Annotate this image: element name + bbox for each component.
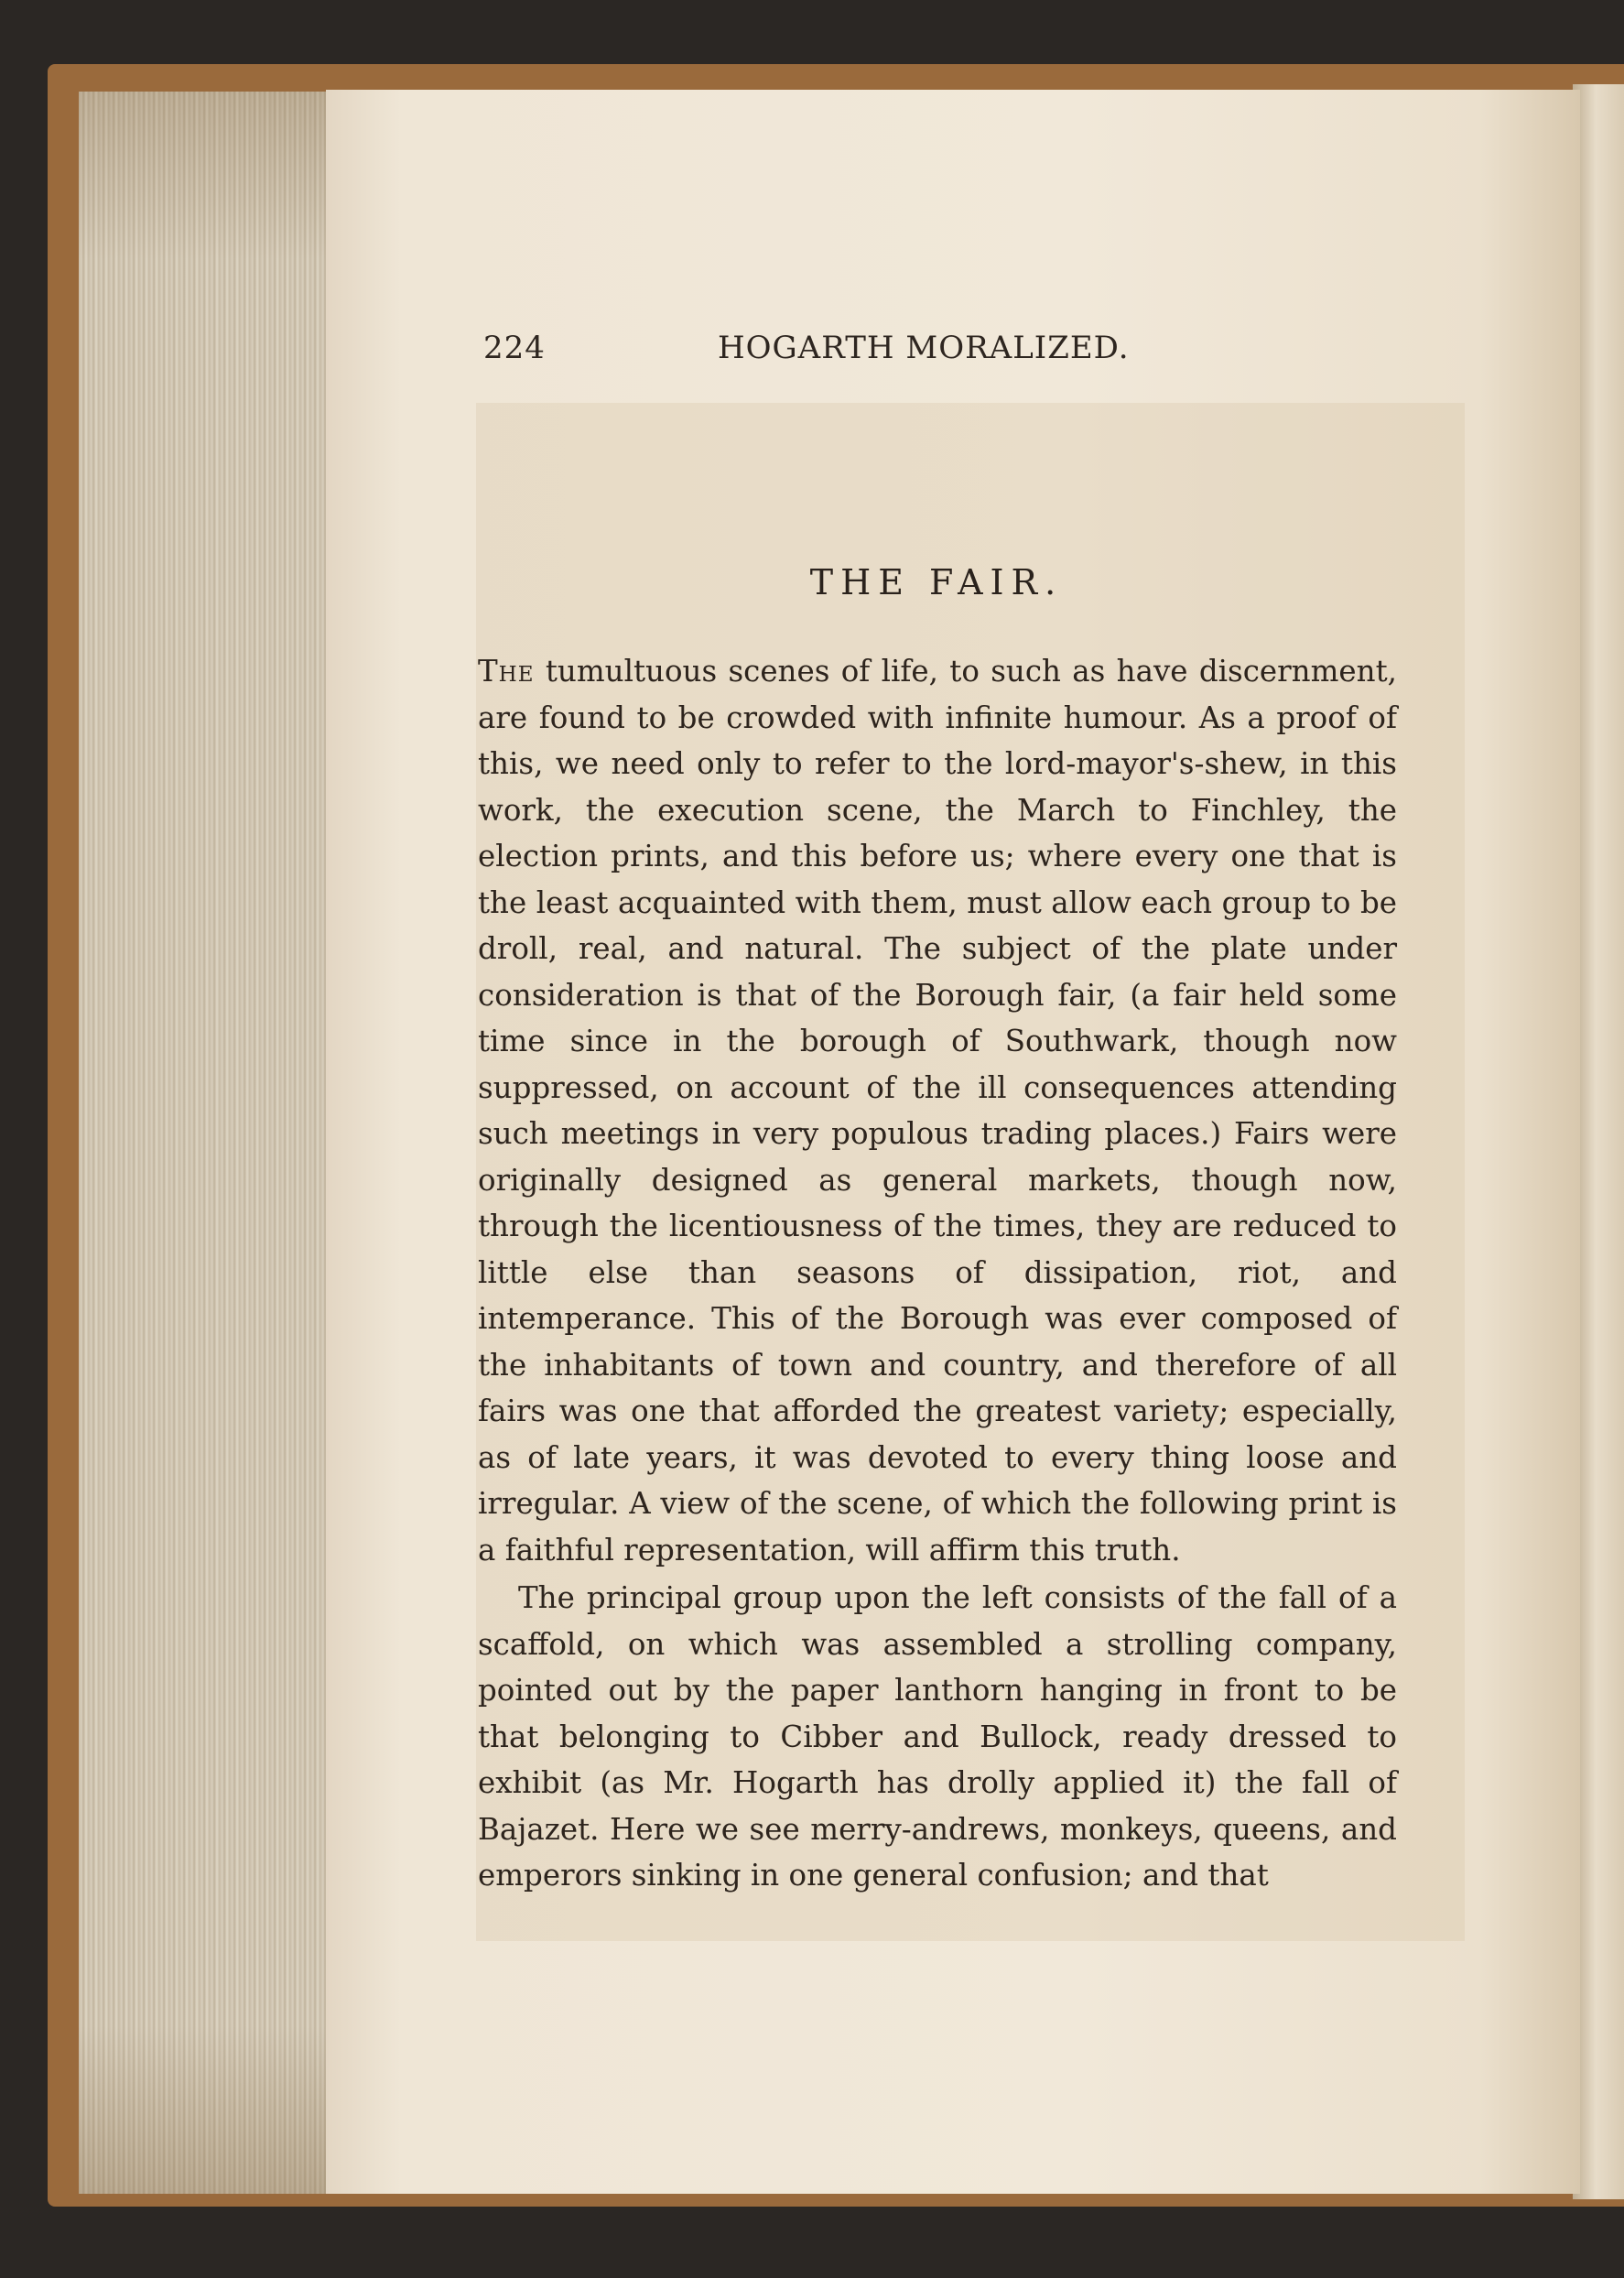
page-number: 224 xyxy=(483,330,546,366)
paragraph-1 xyxy=(478,648,1397,1573)
running-title: HOGARTH MORALIZED. xyxy=(718,330,1130,366)
paragraph-2: The principal group upon the left consists of the fall of a scaffold, on which was assembled a strolling company, pointed out by the paper lanthorn hanging in front to be that belonging to Cibber and Bullock, ready dressed to exhibit (as Mr. Hogarth has drolly applied it) the fall of Bajazet. Here we see merry-andrews, monkeys, queens, and emperors sinking in one general confusion; and that xyxy=(478,1580,1397,1893)
chapter-title: THE FAIR. xyxy=(809,562,1064,602)
running-head xyxy=(483,330,1307,375)
body-text xyxy=(478,648,1397,1899)
book-gutter xyxy=(1573,84,1624,2199)
page-edges-shade xyxy=(79,92,328,2194)
paragraph-1-text: tumultuous scenes of life, to such as have discernment, are found to be crowded with infinite humour. As a proof of this, we need only to refer to the lord-mayor's-shew, in this work, the execution scene, the March to Finchley, the election prints, and this before us; where every one that is the least acquainted with them, must allow each group to be droll, real, and natural. The subject of the plate under consideration is that of the Borough fair, (a fair held some time since in the borough of Southwark, though now suppressed, on account of the ill consequences attending such meetings in very populous trading places.) Fairs were originally designed as general markets, though now, through the licentiousness of the times, they are reduced to little else than seasons of dissipation, riot, and intemperance. This of the Borough was ever composed of the inhabitants of town and country, and therefore of all fairs was one that afforded the greatest variety; especially, as of late years, it was devoted to every thing loose and irregular. A view of the scene, of which the following print is a faithful representation, will affirm this truth. xyxy=(478,654,1397,1567)
paragraph-1-lead: The xyxy=(478,654,535,689)
